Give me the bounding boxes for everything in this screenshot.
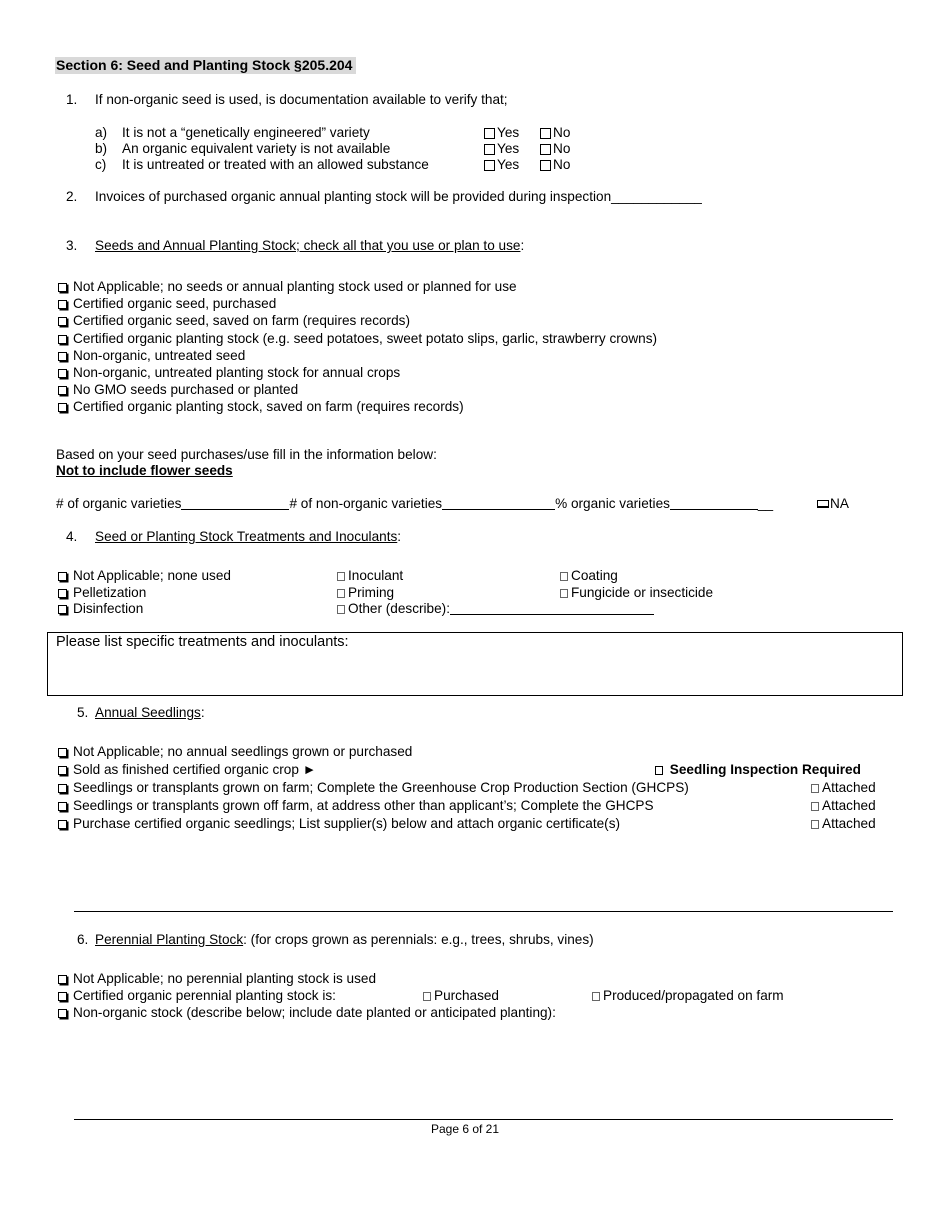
- q4-option-inoculant[interactable]: Inoculant: [337, 567, 403, 584]
- page-number: Page 6 of 21: [430, 1122, 500, 1136]
- pct-organic-label: % organic varieties: [555, 496, 670, 511]
- checkbox-icon[interactable]: [58, 975, 67, 984]
- checkbox-icon[interactable]: [58, 283, 67, 292]
- checkbox-icon[interactable]: [58, 403, 67, 412]
- q3-option[interactable]: No GMO seeds purchased or planted: [58, 381, 298, 398]
- attached-option[interactable]: Attached: [811, 815, 876, 832]
- checkbox-icon[interactable]: [592, 992, 600, 1001]
- produced-on-farm-option[interactable]: Produced/propagated on farm: [592, 987, 784, 1004]
- checkbox-icon[interactable]: [811, 820, 819, 829]
- checkbox-icon[interactable]: [811, 784, 819, 793]
- q4-heading: Seed or Planting Stock Treatments and Inoculants:: [95, 529, 402, 544]
- checkbox-icon[interactable]: [484, 144, 495, 155]
- checkbox-icon[interactable]: [817, 500, 829, 508]
- treatments-textbox[interactable]: [47, 632, 903, 696]
- q5-option[interactable]: Seedlings or transplants grown on farm; Complete the Greenhouse Crop Production Section (GHCPS): [58, 779, 689, 796]
- q4-option[interactable]: Pelletization: [58, 584, 146, 601]
- purchased-option[interactable]: Purchased: [423, 987, 499, 1004]
- q3-option[interactable]: Certified organic seed, saved on farm (requires records): [58, 312, 410, 329]
- checkbox-icon[interactable]: [58, 386, 67, 395]
- q6-title: Perennial Planting Stock: [95, 932, 244, 947]
- checkbox-icon[interactable]: [58, 572, 67, 581]
- q2-text: Invoices of purchased organic annual planting stock will be provided during inspection____________: [95, 189, 702, 204]
- organic-varieties-input[interactable]: [181, 497, 289, 510]
- q3-option[interactable]: Non-organic, untreated planting stock for annual crops: [58, 364, 400, 381]
- nonorganic-varieties-label: # of non-organic varieties: [289, 496, 443, 511]
- q3-option[interactable]: Certified organic planting stock, saved on farm (requires records): [58, 398, 464, 415]
- q5-option[interactable]: Not Applicable; no annual seedlings grown or purchased: [58, 743, 412, 760]
- attached-option[interactable]: Attached: [811, 779, 876, 796]
- q3-info-note: Not to include flower seeds: [56, 463, 233, 478]
- q3-option[interactable]: Certified organic seed, purchased: [58, 295, 276, 312]
- nonorganic-varieties-input[interactable]: [442, 497, 555, 510]
- q1-item-c-yes[interactable]: Yes: [484, 156, 519, 173]
- q4-option[interactable]: Not Applicable; none used: [58, 567, 231, 584]
- q1-item-c-text: It is untreated or treated with an allowed substance: [122, 157, 429, 172]
- q1-item-a-letter: a): [95, 125, 108, 140]
- q4-option-coating[interactable]: Coating: [560, 567, 618, 584]
- checkbox-icon[interactable]: [58, 605, 67, 614]
- q3-option[interactable]: Non-organic, untreated seed: [58, 347, 245, 364]
- checkbox-icon[interactable]: [58, 766, 67, 775]
- checkbox-icon[interactable]: [58, 820, 67, 829]
- attached-option[interactable]: Attached: [811, 797, 876, 814]
- q1-item-a-no[interactable]: No: [540, 124, 570, 141]
- q1-item-c-letter: c): [95, 157, 107, 172]
- checkbox-icon[interactable]: [58, 589, 67, 598]
- q6-number: 6.: [77, 932, 89, 947]
- q3-title: Seeds and Annual Planting Stock; check all that you use or plan to use: [95, 238, 521, 253]
- q4-number: 4.: [66, 529, 78, 544]
- divider: [74, 911, 893, 912]
- q1-item-b-letter: b): [95, 141, 108, 156]
- checkbox-icon[interactable]: [58, 992, 67, 1001]
- section-title: Section 6: Seed and Planting Stock §205.204: [55, 57, 356, 74]
- q3-option[interactable]: Not Applicable; no seeds or annual planting stock used or planned for use: [58, 278, 517, 295]
- checkbox-icon[interactable]: [655, 766, 663, 775]
- q1-text: If non-organic seed is used, is documentation available to verify that;: [95, 92, 508, 107]
- q6-option[interactable]: Certified organic perennial planting stock is:: [58, 987, 336, 1004]
- checkbox-icon[interactable]: [337, 589, 345, 598]
- q3-info-line: Based on your seed purchases/use fill in the information below:: [56, 447, 437, 462]
- checkbox-icon[interactable]: [560, 589, 568, 598]
- q6-option[interactable]: Non-organic stock (describe below; include date planted or anticipated planting):: [58, 1004, 556, 1021]
- checkbox-icon[interactable]: [58, 369, 67, 378]
- checkbox-icon[interactable]: [58, 1009, 67, 1018]
- footer-rule: [74, 1119, 893, 1120]
- q4-option-fungicide[interactable]: Fungicide or insecticide: [560, 584, 713, 601]
- q1-item-a-text: It is not a “genetically engineered” variety: [122, 125, 370, 140]
- pct-organic-input[interactable]: [670, 497, 758, 510]
- q4-option[interactable]: Disinfection: [58, 600, 143, 617]
- organic-varieties-label: # of organic varieties: [56, 496, 182, 511]
- q3-option[interactable]: Certified organic planting stock (e.g. seed potatoes, sweet potato slips, garlic, strawberry crowns): [58, 330, 657, 347]
- q1-number: 1.: [66, 92, 78, 107]
- q3-heading: Seeds and Annual Planting Stock; check all that you use or plan to use:: [95, 238, 525, 253]
- q1-item-c-no[interactable]: No: [540, 156, 570, 173]
- na-option[interactable]: NA: [817, 495, 849, 512]
- q4-title: Seed or Planting Stock Treatments and Inoculants: [95, 529, 398, 544]
- q6-heading: Perennial Planting Stock: (for crops grown as perennials: e.g., trees, shrubs, vines): [95, 932, 594, 947]
- checkbox-icon[interactable]: [811, 802, 819, 811]
- q2-number: 2.: [66, 189, 78, 204]
- q4-option-other[interactable]: Other (describe):: [337, 600, 654, 617]
- checkbox-icon[interactable]: [58, 784, 67, 793]
- checkbox-icon[interactable]: [423, 992, 431, 1001]
- checkbox-icon[interactable]: [337, 605, 345, 614]
- checkbox-icon[interactable]: [58, 335, 67, 344]
- seedling-inspection-option[interactable]: Seedling Inspection Required: [655, 761, 861, 778]
- q1-item-b-yes[interactable]: Yes: [484, 140, 519, 157]
- checkbox-icon[interactable]: [58, 352, 67, 361]
- q1-item-b-text: An organic equivalent variety is not available: [122, 141, 391, 156]
- q1-item-a-yes[interactable]: Yes: [484, 124, 519, 141]
- checkbox-icon[interactable]: [540, 128, 551, 139]
- q5-option[interactable]: Seedlings or transplants grown off farm, at address other than applicant’s; Complete the GHCPS: [58, 797, 654, 814]
- pct-trailer: __: [757, 496, 774, 511]
- checkbox-icon[interactable]: [540, 160, 551, 171]
- q5-option[interactable]: Sold as finished certified organic crop ►: [58, 761, 316, 778]
- treatments-box-label: Please list specific treatments and inoculants:: [56, 634, 349, 650]
- checkbox-icon[interactable]: [58, 300, 67, 309]
- checkbox-icon[interactable]: [337, 572, 345, 581]
- q6-option[interactable]: Not Applicable; no perennial planting stock is used: [58, 970, 376, 987]
- q3-number: 3.: [66, 238, 78, 253]
- other-describe-input[interactable]: [450, 602, 654, 615]
- q5-heading: Annual Seedlings:: [95, 705, 205, 720]
- q4-option-priming[interactable]: Priming: [337, 584, 394, 601]
- q5-number: 5.: [77, 705, 89, 720]
- q1-item-b-no[interactable]: No: [540, 140, 570, 157]
- checkbox-icon[interactable]: [560, 572, 568, 581]
- checkbox-icon[interactable]: [58, 748, 67, 757]
- q5-option[interactable]: Purchase certified organic seedlings; List supplier(s) below and attach organic certificate(s): [58, 815, 620, 832]
- checkbox-icon[interactable]: [540, 144, 551, 155]
- checkbox-icon[interactable]: [58, 802, 67, 811]
- q5-title: Annual Seedlings: [95, 705, 201, 720]
- varieties-row: [56, 495, 773, 512]
- checkbox-icon[interactable]: [484, 160, 495, 171]
- checkbox-icon[interactable]: [58, 317, 67, 326]
- checkbox-icon[interactable]: [484, 128, 495, 139]
